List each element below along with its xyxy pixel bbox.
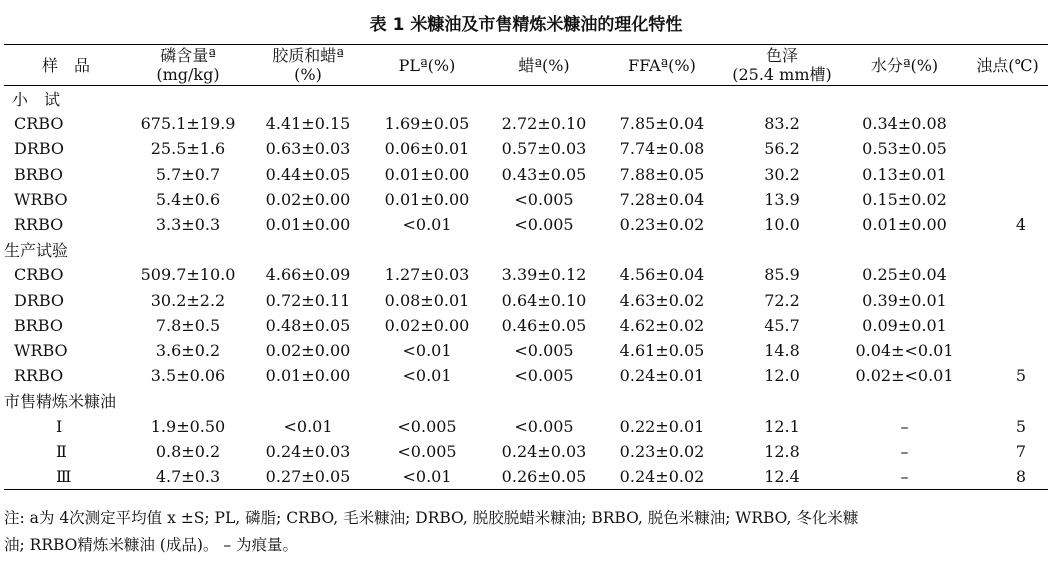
gums-wax-cell: 0.63±0.03: [265, 139, 351, 159]
phosphorus-cell: 509.7±10.0: [140, 265, 236, 285]
pl-cell: 0.01±0.00: [384, 189, 470, 209]
cloud-point-cell: [967, 162, 1048, 187]
cloud-point-cell: 5: [1015, 366, 1026, 386]
color-cell: 12.4: [722, 464, 842, 490]
moisture-cell: 0.02±<0.01: [855, 366, 954, 386]
ffa-cell: 7.74±0.08: [619, 139, 705, 159]
wax-cell: 2.72±0.10: [501, 114, 587, 134]
pl-cell: 0.01±0.00: [384, 164, 470, 184]
color-cell: 45.7: [764, 315, 800, 335]
table-row: [4, 363, 1048, 388]
table-row: [4, 187, 1048, 212]
sample-cell: WRBO: [14, 189, 68, 209]
phosphorus-cell: 0.8±0.2: [155, 441, 221, 461]
pl-cell: <0.01: [402, 366, 452, 386]
col-header-wax: 蜡ª(%): [486, 45, 602, 86]
phosphorus-cell: 4.7±0.3: [128, 464, 248, 490]
wax-cell: <0.005: [514, 416, 574, 436]
gums-wax-cell: 0.24±0.03: [265, 441, 351, 461]
sample-cell: DRBO: [14, 290, 65, 310]
phosphorus-cell: 7.8±0.5: [155, 315, 221, 335]
gums-wax-cell: 0.48±0.05: [265, 315, 351, 335]
ffa-cell: 0.22±0.01: [619, 416, 705, 436]
color-cell: 85.9: [764, 265, 800, 285]
phosphorus-cell: 1.9±0.50: [150, 416, 226, 436]
wax-cell: 0.57±0.03: [501, 139, 587, 159]
sample-cell: RRBO: [14, 215, 64, 235]
ffa-cell: 4.62±0.02: [619, 315, 705, 335]
sample-cell: BRBO: [14, 315, 63, 335]
table-footnote: [4, 505, 1044, 559]
header-row: [4, 45, 1048, 86]
cloud-point-cell: [967, 262, 1048, 287]
col-header-pl: PLª(%): [368, 45, 486, 86]
ffa-cell: 4.61±0.05: [619, 340, 705, 360]
cloud-point-cell: 5: [1015, 416, 1026, 436]
ffa-cell: 4.56±0.04: [619, 265, 705, 285]
color-cell: 83.2: [764, 114, 800, 134]
sample-cell: WRBO: [14, 340, 68, 360]
col-header-phosphorus: 磷含量ª (mg/kg): [128, 45, 248, 86]
color-cell: 12.0: [764, 366, 800, 386]
group-row: [4, 86, 1048, 112]
wax-cell: 0.26±0.05: [486, 464, 602, 490]
table-row: [4, 288, 1048, 313]
cloud-point-cell: 4: [1015, 215, 1026, 235]
wax-cell: 0.46±0.05: [501, 315, 587, 335]
wax-cell: <0.005: [514, 340, 574, 360]
pl-cell: <0.005: [397, 416, 457, 436]
cloud-point-cell: [967, 111, 1048, 136]
wax-cell: 0.64±0.10: [501, 290, 587, 310]
phosphorus-cell: 3.5±0.06: [150, 366, 226, 386]
cloud-point-cell: [967, 313, 1048, 338]
gums-wax-cell: 0.44±0.05: [265, 164, 351, 184]
color-cell: 14.8: [764, 340, 800, 360]
pl-cell: 1.69±0.05: [384, 114, 470, 134]
footnote-line-1: 注: a为 4次测定平均值 x ±S; PL, 磷脂; CRBO, 毛米糠油; DRBO, 脱胶脱蜡米糠油; BRBO, 脱色米糠油; WRBO, 冬化米糠: [4, 509, 859, 527]
moisture-cell: 0.09±0.01: [862, 315, 947, 335]
table-row: [4, 413, 1048, 438]
ffa-cell: 0.23±0.02: [619, 441, 705, 461]
wax-cell: <0.005: [514, 189, 574, 209]
color-cell: 10.0: [764, 215, 800, 235]
moisture-cell: –: [900, 416, 909, 436]
ffa-cell: 0.23±0.02: [619, 215, 705, 235]
color-cell: 12.8: [764, 441, 800, 461]
sample-cell: BRBO: [14, 164, 63, 184]
wax-cell: 0.24±0.03: [501, 441, 587, 461]
col-header-sample: 样 品: [4, 45, 128, 86]
col-header-cloud-point: 浊点(℃): [967, 45, 1048, 86]
sample-cell: Ⅲ: [4, 464, 128, 490]
gums-wax-cell: <0.01: [283, 416, 333, 436]
sample-cell: CRBO: [14, 114, 64, 134]
gums-wax-cell: 0.02±0.00: [265, 340, 351, 360]
group-label: 生产试验: [4, 241, 69, 261]
table-row: [4, 111, 1048, 136]
phosphorus-cell: 3.6±0.2: [155, 340, 221, 360]
pl-cell: <0.005: [397, 441, 457, 461]
table-title: 表 1 米糠油及市售精炼米糠油的理化特性: [369, 15, 683, 35]
table-row: [4, 313, 1048, 338]
pl-cell: <0.01: [368, 464, 486, 490]
table-row: [4, 262, 1048, 287]
cloud-point-cell: 7: [1015, 441, 1026, 461]
sample-cell: DRBO: [14, 139, 65, 159]
phosphorus-cell: 5.7±0.7: [155, 164, 221, 184]
color-cell: 13.9: [764, 189, 800, 209]
cloud-point-cell: 8: [967, 464, 1048, 490]
pl-cell: 0.02±0.00: [384, 315, 470, 335]
gums-wax-cell: 0.01±0.00: [265, 215, 351, 235]
table-row: [4, 136, 1048, 161]
moisture-cell: 0.13±0.01: [862, 164, 947, 184]
moisture-cell: 0.15±0.02: [862, 189, 947, 209]
color-cell: 12.1: [764, 416, 800, 436]
color-cell: 72.2: [764, 290, 800, 310]
gums-wax-cell: 0.01±0.00: [265, 366, 351, 386]
cloud-point-cell: [967, 136, 1048, 161]
pl-cell: <0.01: [402, 340, 452, 360]
ffa-cell: 4.63±0.02: [619, 290, 705, 310]
table-row: [4, 162, 1048, 187]
wax-cell: 3.39±0.12: [501, 265, 587, 285]
moisture-cell: 0.39±0.01: [862, 290, 947, 310]
group-label: 小 试: [12, 90, 61, 110]
cloud-point-cell: [967, 338, 1048, 363]
moisture-cell: –: [842, 464, 967, 490]
pl-cell: 1.27±0.03: [384, 265, 470, 285]
footnote-line-2: 油; RRBO精炼米糠油 (成品)。 – 为痕量。: [4, 536, 299, 554]
table-row: [4, 212, 1048, 237]
table-row: [4, 338, 1048, 363]
col-header-ffa: FFAª(%): [602, 45, 722, 86]
pl-cell: 0.08±0.01: [384, 290, 470, 310]
gums-wax-cell: 0.27±0.05: [248, 464, 368, 490]
col-header-color: 色泽 (25.4 mm槽): [722, 45, 842, 86]
pl-cell: <0.01: [402, 215, 452, 235]
wax-cell: <0.005: [514, 215, 574, 235]
moisture-cell: 0.53±0.05: [862, 139, 947, 159]
ffa-cell: 7.85±0.04: [619, 114, 705, 134]
ffa-cell: 7.88±0.05: [619, 164, 705, 184]
phosphorus-cell: 675.1±19.9: [140, 114, 236, 134]
moisture-cell: –: [900, 441, 909, 461]
phosphorus-cell: 5.4±0.6: [155, 189, 221, 209]
pl-cell: 0.06±0.01: [384, 139, 470, 159]
gums-wax-cell: 4.66±0.09: [265, 265, 351, 285]
group-row: [4, 388, 1048, 413]
phosphorus-cell: 25.5±1.6: [150, 139, 226, 159]
phosphorus-cell: 30.2±2.2: [150, 290, 226, 310]
table-row: [4, 439, 1048, 464]
moisture-cell: 0.04±<0.01: [855, 340, 954, 360]
sample-cell: CRBO: [14, 265, 64, 285]
sample-cell: Ⅰ: [56, 416, 63, 436]
phosphorus-cell: 3.3±0.3: [155, 215, 221, 235]
moisture-cell: 0.34±0.08: [862, 114, 947, 134]
color-cell: 30.2: [764, 164, 800, 184]
moisture-cell: 0.01±0.00: [862, 215, 947, 235]
col-header-gums-wax: 胶质和蜡ª (%): [248, 45, 368, 86]
group-row: [4, 237, 1048, 262]
table-body: [4, 86, 1048, 490]
ffa-cell: 0.24±0.02: [602, 464, 722, 490]
cloud-point-cell: [967, 187, 1048, 212]
cloud-point-cell: [967, 288, 1048, 313]
sample-cell: RRBO: [14, 366, 64, 386]
moisture-cell: 0.25±0.04: [862, 265, 947, 285]
ffa-cell: 0.24±0.01: [619, 366, 705, 386]
wax-cell: <0.005: [514, 366, 574, 386]
col-header-moisture: 水分ª(%): [842, 45, 967, 86]
data-table: [4, 44, 1048, 490]
table-row: [4, 464, 1048, 490]
sample-cell: Ⅱ: [56, 441, 67, 461]
gums-wax-cell: 0.72±0.11: [265, 290, 351, 310]
color-cell: 56.2: [764, 139, 800, 159]
wax-cell: 0.43±0.05: [501, 164, 587, 184]
ffa-cell: 7.28±0.04: [619, 189, 705, 209]
group-label: 市售精炼米糠油: [4, 392, 117, 412]
gums-wax-cell: 4.41±0.15: [265, 114, 351, 134]
gums-wax-cell: 0.02±0.00: [265, 189, 351, 209]
